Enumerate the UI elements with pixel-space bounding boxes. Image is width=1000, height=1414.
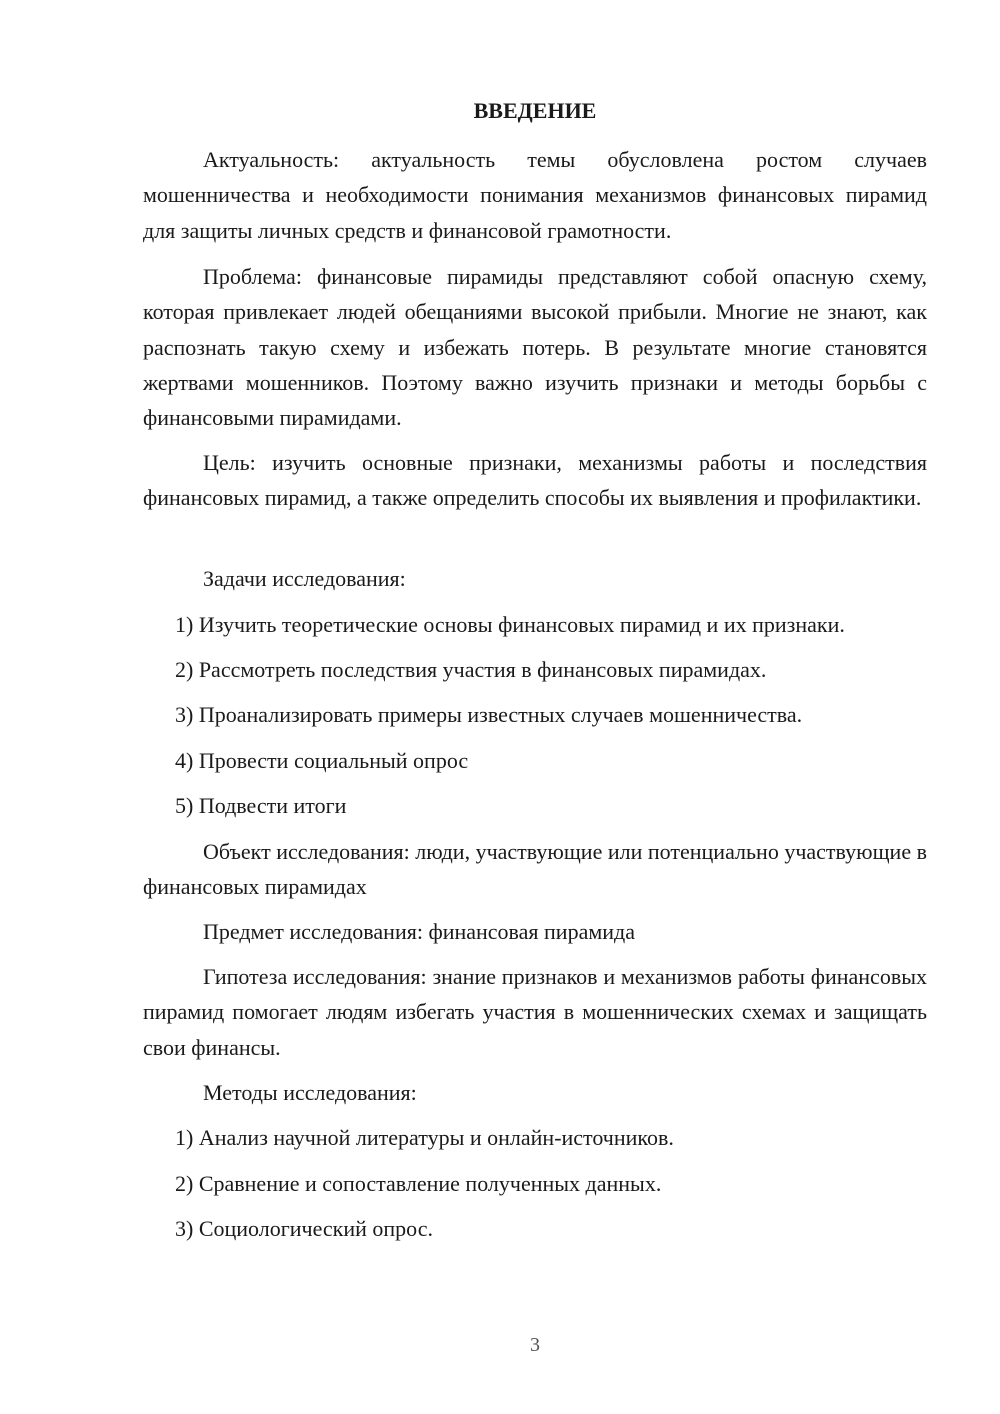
hypothesis-paragraph: Гипотеза исследования: знание признаков и механизмов работы финансовых пирамид помогает людям избегать участия в мошеннических схемах и защищать свои финансы. <box>143 964 927 1060</box>
tasks-heading: Задачи исследования: <box>203 566 406 591</box>
task-item: 1) Изучить теоретические основы финансовых пирамид и их признаки. <box>175 612 845 637</box>
task-item: 2) Рассмотреть последствия участия в финансовых пирамидах. <box>175 657 767 682</box>
method-item: 1) Анализ научной литературы и онлайн-источников. <box>175 1125 674 1150</box>
task-item: 4) Провести социальный опрос <box>175 748 469 773</box>
relevance-paragraph: Актуальность: актуальность темы обусловлена ростом случаев мошенничества и необходимости понимания механизмов финансовых пирамид для защиты личных средств и финансовой грамотности. <box>143 147 927 243</box>
methods-heading: Методы исследования: <box>203 1080 417 1105</box>
page-number: 3 <box>530 1334 540 1356</box>
object-paragraph: Объект исследования: люди, участвующие или потенциально участвующие в финансовых пирамидах <box>143 839 927 900</box>
goal-paragraph: Цель: изучить основные признаки, механизмы работы и последствия финансовых пирамид, а также определить способы их выявления и профилактики. <box>143 450 927 511</box>
subject-paragraph: Предмет исследования: финансовая пирамида <box>203 919 635 944</box>
method-item: 2) Сравнение и сопоставление полученных данных. <box>175 1171 662 1196</box>
section-title: ВВЕДЕНИЕ <box>473 98 597 123</box>
problem-paragraph: Проблема: финансовые пирамиды представляют собой опасную схему, которая привлекает людей обещаниями высокой прибыли. Многие не знают, как распознать такую схему и избежать потерь. В результате многие становятся жертвами мошенников. Поэтому важно изучить признаки и методы борьбы с финансовыми пирамидами. <box>143 264 927 431</box>
method-item: 3) Социологический опрос. <box>175 1216 433 1241</box>
task-item: 3) Проанализировать примеры известных случаев мошенничества. <box>175 702 803 727</box>
task-item: 5) Подвести итоги <box>175 793 347 818</box>
